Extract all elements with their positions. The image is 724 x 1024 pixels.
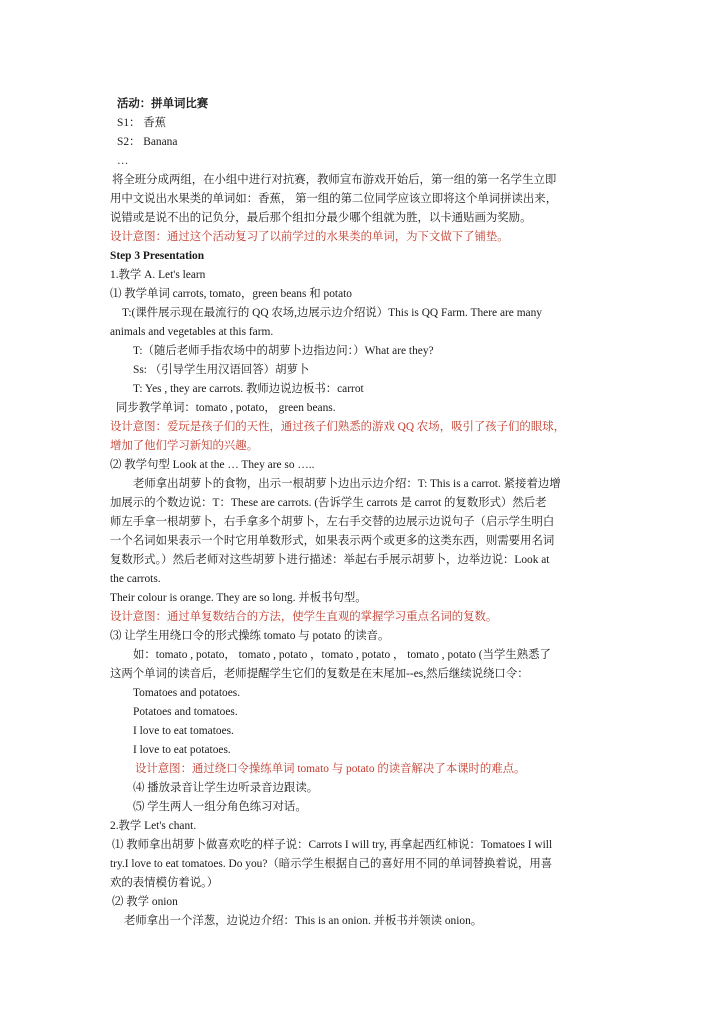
dialogue-line: Ss: （引导学生用汉语回答）胡萝卜 — [133, 364, 310, 376]
paragraph-line: 欢的表情模仿着说。） — [110, 877, 219, 889]
paragraph-line: animals and vegetables at this farm. — [110, 326, 274, 338]
paragraph-line: 师左手拿一根胡萝卜，右手拿多个胡萝卜，左右手交替的边展示边说句子（启示学生明白 — [110, 516, 555, 528]
paragraph-line: 复数形式。）然后老师对这些胡萝卜进行描述：举起右手展示胡萝卜，边举边说：Look at — [110, 554, 550, 566]
numbered-item: ⑴ 教学单词 carrots, tomato，green beans 和 potato — [110, 288, 352, 300]
numbered-item: ⑸ 学生两人一组分角色练习对话。 — [133, 801, 307, 813]
ellipsis-line: … — [117, 155, 129, 167]
step-heading: Step 3 Presentation — [110, 250, 205, 262]
chant-line: Potatoes and tomatoes. — [133, 706, 238, 718]
paragraph-line: 加展示的个数边说：T：These are carrots. (告诉学生 carrots 是 carrot 的复数形式）然后老 — [110, 497, 547, 509]
design-intent-note: 设计意图：通过绕口令操练单词 tomato 与 potato 的读音解决了本课时的难点。 — [135, 763, 526, 775]
paragraph-line: the carrots. — [110, 573, 161, 585]
paragraph-line: 用中文说出水果类的单词如：香蕉， 第一组的第二位同学应该立即将这个单词拼读出来， — [110, 193, 558, 205]
activity-heading: 活动：拼单词比赛 — [117, 98, 209, 110]
numbered-item: ⑵ 教学句型 Look at the … They are so ….. — [110, 459, 315, 471]
numbered-item: ⑷ 播放录音让学生边听录音边跟读。 — [133, 782, 319, 794]
paragraph-line: 同步教学单词：tomato , potato， green beans. — [116, 402, 336, 414]
design-intent-note: 设计意图：爱玩是孩子们的天性，通过孩子们熟悉的游戏 QQ 农场，吸引了孩子们的眼球， — [110, 421, 565, 433]
dialogue-line: T: Yes , they are carrots. 教师边说边板书：carrot — [133, 383, 364, 395]
paragraph-line: 这两个单词的读音后，老师提醒学生它们的复数是在末尾加--es,然后继续说绕口令： — [110, 668, 529, 680]
numbered-item: ⑴ 教师拿出胡萝卜做喜欢吃的样子说：Carrots I will try, 再拿起西红柿说：Tomatoes I will — [112, 839, 553, 851]
paragraph-line: 一个名词如果表示一个时它用单数形式，如果表示两个或更多的这类东西，则需要用名词 — [110, 535, 555, 547]
design-intent-note: 增加了他们学习新知的兴趣。 — [110, 440, 259, 452]
section-heading: 2.教学 Let's chant. — [110, 820, 197, 832]
design-intent-note: 设计意图：通过单复数结合的方法，使学生直观的掌握学习重点名词的复数。 — [110, 611, 498, 623]
dialogue-line: T:（随后老师手指农场中的胡萝卜边指边问：）What are they? — [133, 345, 434, 357]
paragraph-line: T:(课件展示现在最流行的 QQ 农场,边展示边介绍说）This is QQ Farm. There are many — [122, 307, 542, 319]
dialogue-line-s1: S1： 香蕉 — [117, 117, 167, 129]
paragraph-line: 如：tomato , potato， tomato , potato ，tomato , potato ， tomato , potato (当学生熟悉了 — [133, 649, 551, 661]
chant-line: Tomatoes and potatoes. — [133, 687, 241, 699]
section-heading: 1.教学 A. Let's learn — [110, 269, 206, 281]
chant-line: I love to eat tomatoes. — [133, 725, 234, 737]
paragraph-line: 说错或是说不出的记负分，最后那个组扣分最少哪个组就为胜，以卡通贴画为奖励。 — [110, 212, 532, 224]
paragraph-line: 老师拿出一个洋葱，边说边介绍：This is an onion. 并板书并领读 onion。 — [124, 915, 483, 927]
paragraph-line: try.I love to eat tomatoes. Do you?（暗示学生根据自己的喜好用不同的单词替换着说，用喜 — [110, 858, 553, 870]
paragraph-line: 将全班分成两组，在小组中进行对抗赛，教师宣布游戏开始后，第一组的第一名学生立即 — [112, 174, 557, 186]
numbered-item: ⑶ 让学生用绕口令的形式操练 tomato 与 potato 的读音。 — [110, 630, 390, 642]
design-intent-note: 设计意图：通过这个活动复习了以前学过的水果类的单词，为下文做下了铺垫。 — [110, 231, 509, 243]
paragraph-line: 老师拿出胡萝卜的食物，出示一根胡萝卜边出示边介绍：T: This is a carrot. 紧接着边增 — [133, 478, 561, 490]
chant-line: I love to eat potatoes. — [133, 744, 231, 756]
numbered-item: ⑵ 教学 onion — [112, 896, 178, 908]
paragraph-line: Their colour is orange. They are so long. 并板书句型。 — [110, 592, 367, 604]
dialogue-line-s2: S2： Banana — [117, 136, 178, 148]
